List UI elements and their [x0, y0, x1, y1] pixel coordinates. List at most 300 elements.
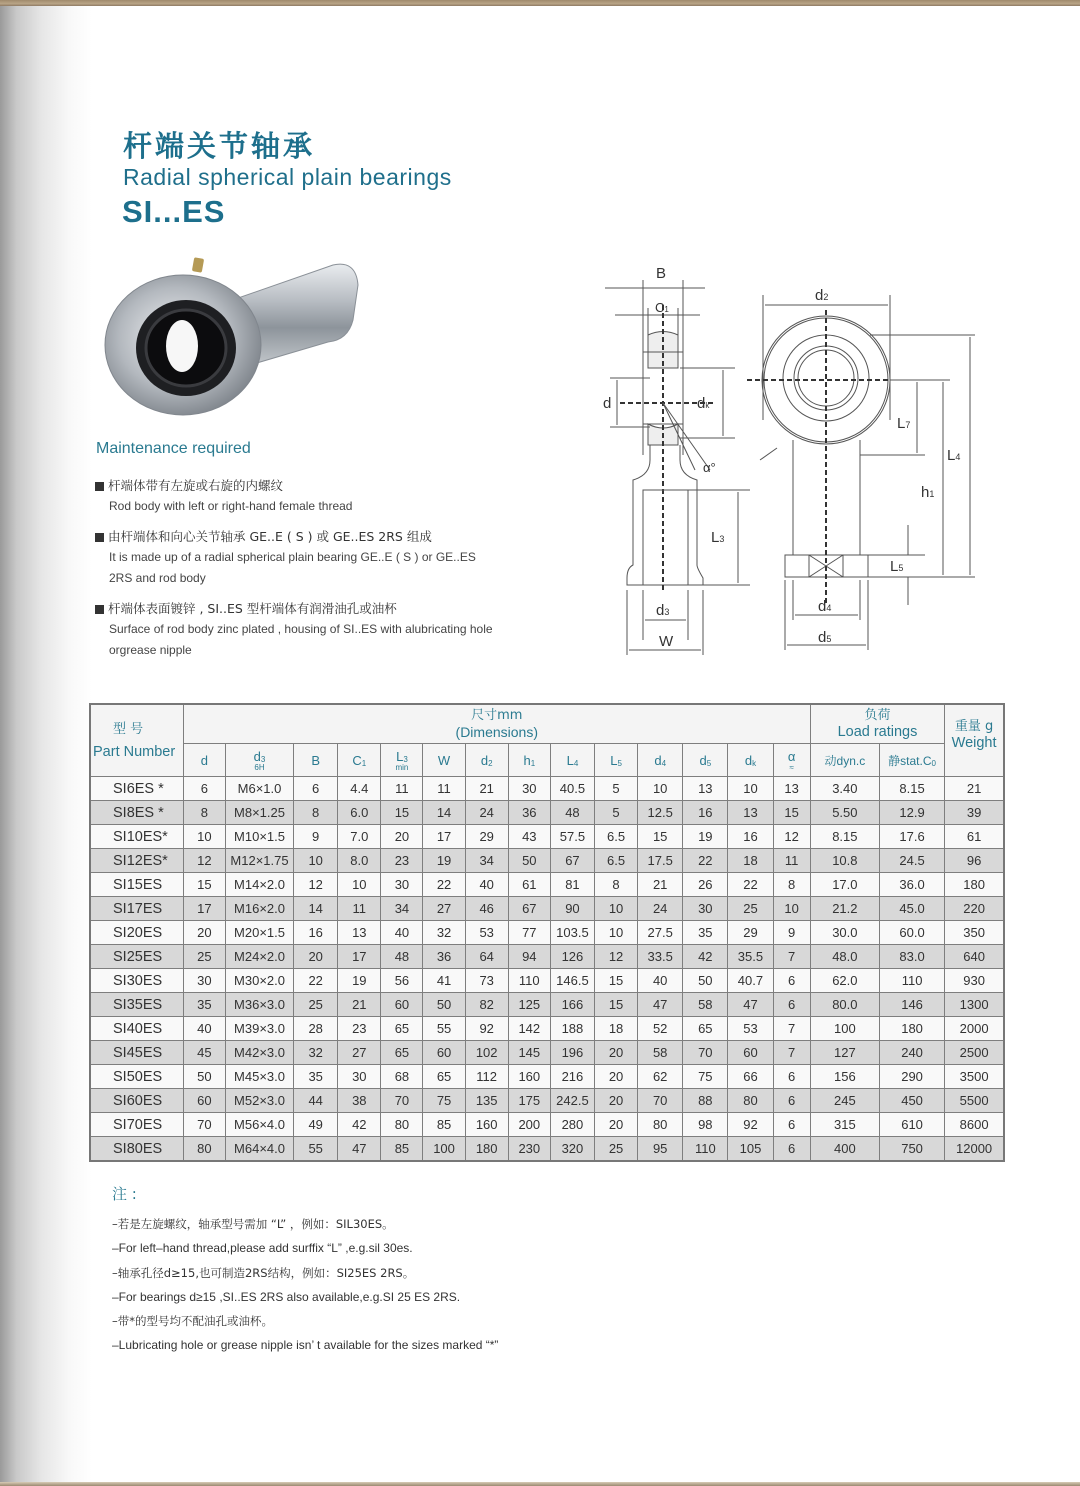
table-cell: M20×1.5 [225, 921, 293, 945]
table-cell: 26 [683, 873, 728, 897]
table-cell: 196 [550, 1041, 594, 1065]
table-row [90, 969, 1004, 993]
table-cell: M24×2.0 [225, 945, 293, 969]
table-cell: 10 [338, 873, 381, 897]
table-cell: 80 [183, 1137, 225, 1162]
table-cell: M45×3.0 [225, 1065, 293, 1089]
notes-section [112, 1183, 712, 1358]
table-cell: 77 [508, 921, 550, 945]
table-cell: 55 [423, 1017, 465, 1041]
table-row [90, 993, 1004, 1017]
table-row [90, 1137, 1004, 1162]
table-cell: 400 [810, 1137, 879, 1162]
table-cell: 6 [294, 777, 338, 801]
title-chinese: 杆端关节轴承 [123, 129, 316, 163]
table-cell: 98 [683, 1113, 728, 1137]
table-cell: 36 [423, 945, 465, 969]
table-cell: 60 [728, 1041, 773, 1065]
table-cell: 6.0 [338, 801, 381, 825]
table-cell: 7 [773, 1041, 810, 1065]
table-cell: 92 [465, 1017, 508, 1041]
table-cell: 20 [183, 921, 225, 945]
table-cell: M14×2.0 [225, 873, 293, 897]
note-line: –带*的型号均不配油孔或油杯。 [112, 1314, 273, 1329]
table-row [90, 777, 1004, 801]
table-cell: M52×3.0 [225, 1089, 293, 1113]
dim-label-dk: dk [697, 395, 710, 412]
table-cell: M10×1.5 [225, 825, 293, 849]
table-cell: 17.0 [810, 873, 879, 897]
table-cell: 30 [183, 969, 225, 993]
feature-text-cn: 杆端体带有左旋或右旋的内螺纹 [108, 478, 284, 493]
table-cell: 610 [879, 1113, 944, 1137]
table-cell: 70 [183, 1113, 225, 1137]
notes-heading: 注 : [112, 1185, 137, 1203]
part-number-cell: SI50ES [90, 1065, 183, 1089]
note-line: –For left–hand thread,please add surffix “L” ,e.g.sil 30es. [112, 1241, 413, 1256]
table-cell: 48 [550, 801, 594, 825]
feature-item [95, 527, 495, 589]
table-cell: 105 [728, 1137, 773, 1162]
table-cell: 30 [508, 777, 550, 801]
table-cell: 315 [810, 1113, 879, 1137]
dim-label-B: B [656, 265, 667, 282]
table-cell: 15 [773, 801, 810, 825]
table-cell: 57.5 [550, 825, 594, 849]
table-cell: 450 [879, 1089, 944, 1113]
table-cell: 10.8 [810, 849, 879, 873]
table-cell: 36.0 [879, 873, 944, 897]
feature-text-en: Surface of rod body zinc plated , housing of SI..ES with alubricating hole orgrease nipple [109, 622, 493, 657]
spec-table [89, 703, 1005, 1162]
table-cell: 35.5 [728, 945, 773, 969]
table-cell: 47 [338, 1137, 381, 1162]
table-cell: 38 [338, 1089, 381, 1113]
series-code: SI...ES [122, 194, 226, 229]
table-cell: 4.4 [338, 777, 381, 801]
table-cell: 8.15 [810, 825, 879, 849]
table-cell: 35 [683, 921, 728, 945]
table-cell: 22 [423, 873, 465, 897]
table-cell: 126 [550, 945, 594, 969]
table-cell: 23 [381, 849, 423, 873]
table-cell: M56×4.0 [225, 1113, 293, 1137]
table-cell: 30 [683, 897, 728, 921]
table-cell: 58 [683, 993, 728, 1017]
table-cell: 88 [683, 1089, 728, 1113]
table-cell: 175 [508, 1089, 550, 1113]
table-cell: 41 [423, 969, 465, 993]
table-cell: M8×1.25 [225, 801, 293, 825]
part-number-cell: SI8ES * [90, 801, 183, 825]
table-cell: 10 [638, 777, 683, 801]
column-header: $C_1$ [338, 744, 381, 777]
feature-item [95, 599, 495, 661]
table-cell: 10 [773, 897, 810, 921]
table-cell: 29 [728, 921, 773, 945]
table-cell: 25 [294, 993, 338, 1017]
dim-label-L5: L5 [890, 558, 904, 575]
table-cell: 9 [773, 921, 810, 945]
column-header: $d_k$ [728, 744, 773, 777]
table-cell: 21 [338, 993, 381, 1017]
dim-label-d5: d5 [818, 629, 832, 646]
table-cell: 22 [728, 873, 773, 897]
table-row [90, 825, 1004, 849]
table-cell: 81 [550, 873, 594, 897]
table-cell: 43 [508, 825, 550, 849]
table-cell: 60 [423, 1041, 465, 1065]
table-cell: 166 [550, 993, 594, 1017]
table-cell: 10 [594, 897, 637, 921]
table-cell: 34 [381, 897, 423, 921]
table-row [90, 897, 1004, 921]
table-cell: 22 [683, 849, 728, 873]
table-cell: 11 [773, 849, 810, 873]
table-cell: 40 [638, 969, 683, 993]
table-cell: 750 [879, 1137, 944, 1162]
table-cell: 19 [683, 825, 728, 849]
table-cell: 2000 [945, 1017, 1004, 1041]
table-cell: 68 [381, 1065, 423, 1089]
table-cell: M6×1.0 [225, 777, 293, 801]
table-cell: 8.15 [879, 777, 944, 801]
table-cell: 11 [381, 777, 423, 801]
table-cell: 85 [423, 1113, 465, 1137]
column-header: 动dyn.c [810, 744, 879, 777]
table-cell: 12 [773, 825, 810, 849]
table-cell: 5500 [945, 1089, 1004, 1113]
feature-list [95, 476, 495, 671]
table-cell: 55 [294, 1137, 338, 1162]
table-cell: 5.50 [810, 801, 879, 825]
header-dimensions: 尺寸mm (Dimensions) [183, 704, 810, 744]
table-cell: 220 [945, 897, 1004, 921]
feature-item [95, 476, 495, 517]
table-cell: 6 [773, 1065, 810, 1089]
column-header: $d_2$ [465, 744, 508, 777]
table-cell: 7 [773, 945, 810, 969]
table-cell: 12000 [945, 1137, 1004, 1162]
table-cell: 240 [879, 1041, 944, 1065]
table-cell: 70 [381, 1089, 423, 1113]
table-cell: 80 [728, 1089, 773, 1113]
table-cell: 230 [508, 1137, 550, 1162]
table-cell: 110 [508, 969, 550, 993]
table-cell: 50 [683, 969, 728, 993]
part-number-cell: SI45ES [90, 1041, 183, 1065]
table-cell: 48.0 [810, 945, 879, 969]
table-cell: 146 [879, 993, 944, 1017]
table-cell: 200 [508, 1113, 550, 1137]
table-cell: 95 [638, 1137, 683, 1162]
table-cell: 65 [683, 1017, 728, 1041]
table-cell: 180 [879, 1017, 944, 1041]
table-cell: 12 [183, 849, 225, 873]
table-cell: 11 [423, 777, 465, 801]
table-cell: 20 [594, 1065, 637, 1089]
part-number-cell: SI10ES* [90, 825, 183, 849]
table-cell: 18 [594, 1017, 637, 1041]
page-bottom-edge [0, 1482, 1080, 1486]
table-row [90, 921, 1004, 945]
table-cell: 65 [381, 1041, 423, 1065]
table-cell: 100 [810, 1017, 879, 1041]
table-cell: 24.5 [879, 849, 944, 873]
table-cell: 60.0 [879, 921, 944, 945]
table-cell: 35 [183, 993, 225, 1017]
table-cell: 20 [594, 1041, 637, 1065]
table-cell: 17.5 [638, 849, 683, 873]
table-cell: 6 [773, 1089, 810, 1113]
table-cell: 20 [381, 825, 423, 849]
table-cell: 8 [773, 873, 810, 897]
table-cell: 25 [728, 897, 773, 921]
table-cell: 13 [683, 777, 728, 801]
table-cell: 110 [683, 1137, 728, 1162]
table-cell: 67 [550, 849, 594, 873]
table-cell: 22 [294, 969, 338, 993]
table-cell: 10 [728, 777, 773, 801]
table-cell: 60 [381, 993, 423, 1017]
table-cell: 62 [638, 1065, 683, 1089]
part-number-cell: SI12ES* [90, 849, 183, 873]
table-cell: 58 [638, 1041, 683, 1065]
header-part-number: 型 号 Part Number [90, 704, 183, 777]
table-cell: 160 [508, 1065, 550, 1089]
table-cell: 10 [294, 849, 338, 873]
header-load-ratings: 负荷 Load ratings [810, 704, 944, 744]
table-cell: 85 [381, 1137, 423, 1162]
table-cell: 17 [423, 825, 465, 849]
table-cell: 13 [728, 801, 773, 825]
table-cell: 49 [294, 1113, 338, 1137]
table-cell: 12.5 [638, 801, 683, 825]
table-cell: 29 [465, 825, 508, 849]
table-cell: 6 [183, 777, 225, 801]
table-cell: 50 [183, 1065, 225, 1089]
table-cell: 27 [423, 897, 465, 921]
table-row [90, 1041, 1004, 1065]
table-cell: 16 [683, 801, 728, 825]
table-cell: 75 [423, 1089, 465, 1113]
column-header: $d_5$ [683, 744, 728, 777]
table-cell: M42×3.0 [225, 1041, 293, 1065]
table-cell: 80 [381, 1113, 423, 1137]
title-english: Radial spherical plain bearings [123, 164, 452, 190]
table-cell: 24 [638, 897, 683, 921]
table-cell: 15 [381, 801, 423, 825]
table-cell: 90 [550, 897, 594, 921]
table-cell: M30×2.0 [225, 969, 293, 993]
table-cell: 245 [810, 1089, 879, 1113]
table-cell: 7 [773, 1017, 810, 1041]
table-cell: 20 [594, 1113, 637, 1137]
table-cell: 65 [381, 1017, 423, 1041]
table-cell: 20 [594, 1089, 637, 1113]
table-cell: 8 [183, 801, 225, 825]
table-cell: 30.0 [810, 921, 879, 945]
front-view-drawing [747, 295, 975, 650]
dim-label-L3: L3 [711, 529, 725, 546]
table-cell: 33.5 [638, 945, 683, 969]
part-number-cell: SI6ES * [90, 777, 183, 801]
dim-label-L4: L4 [947, 447, 961, 464]
table-cell: 17 [183, 897, 225, 921]
table-cell: 10 [183, 825, 225, 849]
table-cell: 27 [338, 1041, 381, 1065]
part-number-cell: SI17ES [90, 897, 183, 921]
feature-text-cn: 杆端体表面镀锌 , SI..ES 型杆端体有润滑油孔或油杯 [108, 601, 397, 616]
table-row [90, 849, 1004, 873]
table-cell: 19 [423, 849, 465, 873]
table-cell: 50 [508, 849, 550, 873]
table-cell: 48 [381, 945, 423, 969]
technical-drawing [595, 260, 995, 660]
column-header: $L_3$ min [381, 744, 423, 777]
table-cell: 18 [728, 849, 773, 873]
dim-label-W: W [659, 633, 674, 650]
table-cell: 160 [465, 1113, 508, 1137]
table-cell: 3.40 [810, 777, 879, 801]
table-cell: M39×3.0 [225, 1017, 293, 1041]
square-bullet-icon [95, 482, 104, 491]
table-cell: 83.0 [879, 945, 944, 969]
dim-label-d4: d4 [818, 598, 832, 615]
part-number-cell: SI60ES [90, 1089, 183, 1113]
table-cell: 14 [294, 897, 338, 921]
table-cell: 6 [773, 969, 810, 993]
table-cell: 25 [183, 945, 225, 969]
table-cell: 7.0 [338, 825, 381, 849]
rod-end-bearing-photo [98, 250, 363, 425]
table-cell: 135 [465, 1089, 508, 1113]
table-cell: 21.2 [810, 897, 879, 921]
table-cell: 8 [594, 873, 637, 897]
table-cell: 40.5 [550, 777, 594, 801]
table-cell: 20 [294, 945, 338, 969]
table-cell: 80.0 [810, 993, 879, 1017]
table-cell: 125 [508, 993, 550, 1017]
table-cell: 180 [465, 1137, 508, 1162]
table-row [90, 873, 1004, 897]
table-cell: 13 [338, 921, 381, 945]
table-cell: 6 [773, 1137, 810, 1162]
part-number-cell: SI20ES [90, 921, 183, 945]
table-row [90, 945, 1004, 969]
table-cell: 66 [728, 1065, 773, 1089]
column-header: $d_3$ 6H [225, 744, 293, 777]
column-header: B [294, 744, 338, 777]
column-header: 静$stat.C_0$ [879, 744, 944, 777]
table-cell: 52 [638, 1017, 683, 1041]
table-cell: 14 [423, 801, 465, 825]
table-cell: 8 [294, 801, 338, 825]
table-row [90, 1065, 1004, 1089]
table-cell: M36×3.0 [225, 993, 293, 1017]
table-cell: 12 [594, 945, 637, 969]
dim-label-d3: d3 [656, 602, 670, 619]
dim-label-alpha: α° [703, 460, 716, 475]
maintenance-note: Maintenance required [96, 440, 251, 457]
table-cell: 930 [945, 969, 1004, 993]
table-cell: 30 [338, 1065, 381, 1089]
table-cell: 82 [465, 993, 508, 1017]
table-cell: 39 [945, 801, 1004, 825]
table-cell: 64 [465, 945, 508, 969]
table-cell: 11 [338, 897, 381, 921]
table-cell: 60 [183, 1089, 225, 1113]
note-line: –For bearings d≥15 ,SI..ES 2RS also available,e.g.SI 25 ES 2RS. [112, 1289, 461, 1304]
table-cell: 145 [508, 1041, 550, 1065]
table-cell: 180 [945, 873, 1004, 897]
table-cell: 47 [638, 993, 683, 1017]
column-header: α ≈ [773, 744, 810, 777]
table-cell: 13 [773, 777, 810, 801]
table-row [90, 1113, 1004, 1137]
table-cell: 142 [508, 1017, 550, 1041]
table-cell: 62.0 [810, 969, 879, 993]
column-header: $h_1$ [508, 744, 550, 777]
table-cell: 5 [594, 801, 637, 825]
table-cell: 50 [423, 993, 465, 1017]
table-cell: 320 [550, 1137, 594, 1162]
table-cell: M64×4.0 [225, 1137, 293, 1162]
feature-text-en: It is made up of a radial spherical plain bearing GE..E ( S ) or GE..ES 2RS and rod body [109, 550, 476, 585]
table-cell: M12×1.75 [225, 849, 293, 873]
note-line: –Lubricating hole or grease nipple isn’ t available for the sizes marked “*” [112, 1338, 499, 1353]
table-cell: 32 [423, 921, 465, 945]
dim-label-L7: L7 [897, 415, 911, 432]
table-cell: 9 [294, 825, 338, 849]
table-cell: M16×2.0 [225, 897, 293, 921]
table-cell: 27.5 [638, 921, 683, 945]
header-weight: 重量 g Weight [945, 704, 1004, 777]
table-cell: 46 [465, 897, 508, 921]
table-cell: 35 [294, 1065, 338, 1089]
dim-label-h1: h1 [921, 484, 935, 501]
table-cell: 30 [381, 873, 423, 897]
table-cell: 28 [294, 1017, 338, 1041]
table-cell: 15 [638, 825, 683, 849]
table-cell: 21 [465, 777, 508, 801]
table-cell: 6 [773, 1113, 810, 1137]
column-header: W [423, 744, 465, 777]
table-cell: 12 [294, 873, 338, 897]
table-cell: 70 [683, 1041, 728, 1065]
table-cell: 40 [465, 873, 508, 897]
table-cell: 73 [465, 969, 508, 993]
table-cell: 42 [338, 1113, 381, 1137]
table-cell: 40 [381, 921, 423, 945]
table-cell: 53 [728, 1017, 773, 1041]
table-cell: 15 [594, 993, 637, 1017]
table-cell: 8600 [945, 1113, 1004, 1137]
table-cell: 61 [945, 825, 1004, 849]
table-cell: 6.5 [594, 825, 637, 849]
table-cell: 75 [683, 1065, 728, 1089]
table-cell: 15 [594, 969, 637, 993]
table-row [90, 1017, 1004, 1041]
column-header: $L_5$ [594, 744, 637, 777]
table-cell: 10 [594, 921, 637, 945]
table-cell: 102 [465, 1041, 508, 1065]
note-line: –轴承孔径d≥15,也可制造2RS结构，例如：SI25ES 2RS。 [112, 1265, 415, 1280]
table-cell: 45.0 [879, 897, 944, 921]
table-cell: 40.7 [728, 969, 773, 993]
table-cell: 45 [183, 1041, 225, 1065]
table-cell: 110 [879, 969, 944, 993]
